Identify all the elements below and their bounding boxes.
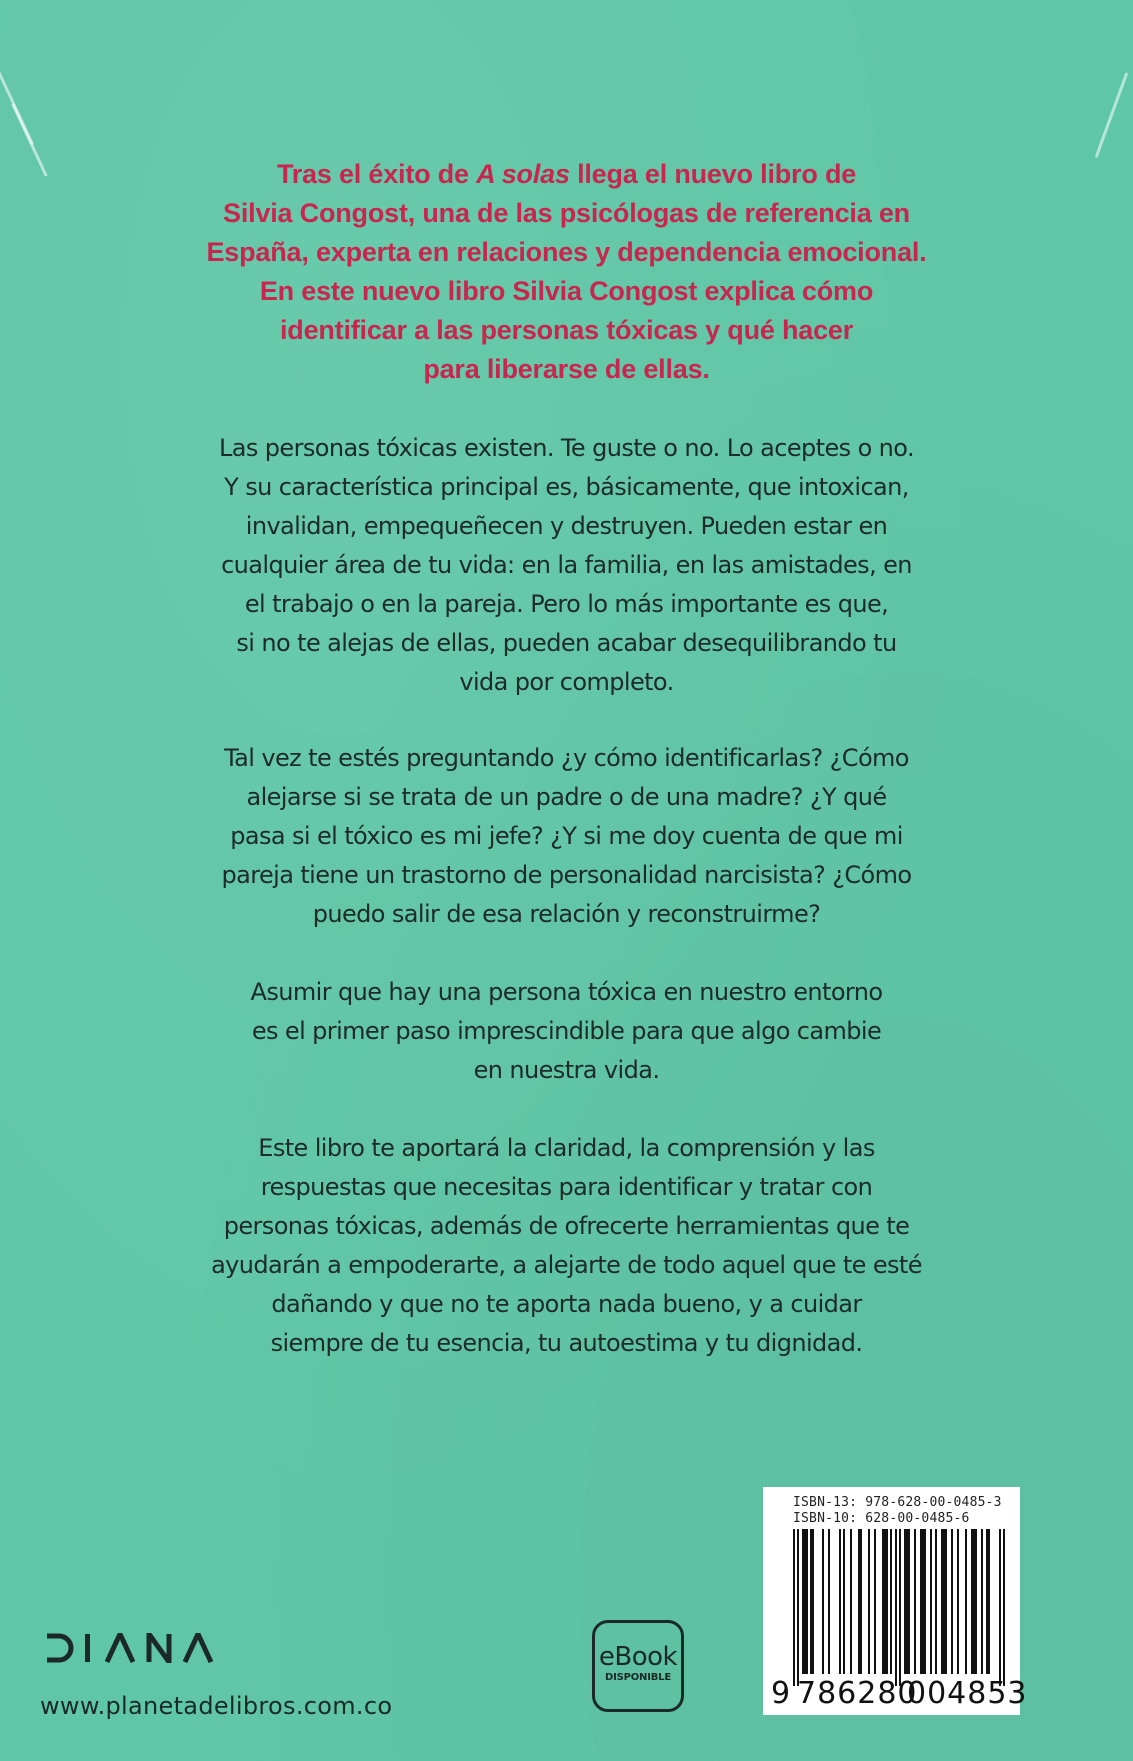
body-line: si no te alejas de ellas, pueden acabar desequilibrando tu — [236, 629, 897, 657]
isbn13-label: ISBN-13: 978-628-00-0485-3 — [793, 1495, 1002, 1510]
book-title-italic: A solas — [476, 159, 570, 189]
blurb-line: En este nuevo libro Silvia Congost explica cómo — [259, 276, 874, 306]
body-line: invalidan, empequeñecen y destruyen. Pueden estar en — [245, 512, 888, 540]
body-line: Tal vez te estés preguntando ¿y cómo identificarlas? ¿Cómo — [224, 744, 909, 772]
body-paragraph-2 — [0, 739, 1133, 934]
shrink-wrap-glare — [0, 45, 34, 146]
diana-publisher-logo — [45, 1633, 215, 1663]
body-line: pasa si el tóxico es mi jefe? ¿Y si me doy cuenta de que mi — [230, 822, 903, 850]
blurb-line: identificar a las personas tóxicas y qué hacer — [279, 315, 854, 345]
blurb-line: para liberarse de ellas. — [423, 354, 710, 384]
body-line: respuestas que necesitas para identificar y tratar con — [260, 1173, 873, 1201]
barcode-bars-icon — [793, 1529, 1009, 1686]
barcode-digit-lead: 9 — [771, 1676, 792, 1711]
ebook-title: eBook — [598, 1642, 678, 1672]
blurb-text: llega el nuevo libro de — [569, 159, 857, 189]
body-line: en nuestra vida. — [473, 1056, 660, 1084]
body-line: alejarse si se trata de un padre o de una madre? ¿Y qué — [246, 783, 887, 811]
body-line: Este libro te aportará la claridad, la comprensión y las — [258, 1134, 875, 1162]
isbn10-label: ISBN-10: 628-00-0485-6 — [793, 1511, 970, 1526]
body-line: Las personas tóxicas existen. Te guste o no. Lo aceptes o no. — [218, 434, 914, 462]
barcode-digits-right: 004853 — [907, 1676, 1028, 1711]
body-paragraph-4 — [0, 1129, 1133, 1363]
body-line: dañando y que no te aporta nada bueno, y a cuidar — [271, 1290, 862, 1318]
body-paragraph-3 — [0, 973, 1133, 1090]
body-line: vida por completo. — [459, 668, 674, 696]
body-line: el trabajo o en la pareja. Pero lo más importante es que, — [244, 590, 889, 618]
shrink-wrap-glare — [1095, 72, 1129, 158]
body-line: pareja tiene un trastorno de personalidad narcisista? ¿Cómo — [221, 861, 912, 889]
blurb-text: Tras el éxito de — [276, 159, 477, 189]
barcode-digits-left: 786280 — [797, 1676, 918, 1711]
body-paragraph-1 — [0, 429, 1133, 702]
barcode-digits — [771, 1677, 1028, 1711]
body-line: puedo salir de esa relación y reconstruirme? — [312, 900, 821, 928]
blurb-line: Silvia Congost, una de las psicólogas de referencia en — [223, 198, 910, 228]
blurb-line — [0, 155, 1133, 194]
body-line: es el primer paso imprescindible para que algo cambie — [251, 1017, 882, 1045]
isbn-barcode — [763, 1487, 1028, 1715]
body-line: siempre de tu esencia, tu autoestima y tu dignidad. — [270, 1329, 863, 1357]
body-line: ayudarán a empoderarte, a alejarte de todo aquel que te esté — [211, 1251, 922, 1279]
body-line: cualquier área de tu vida: en la familia, en las amistades, en — [221, 551, 912, 579]
ebook-subtitle: DISPONIBLE — [605, 1672, 671, 1683]
publisher-website-link[interactable]: www.planetadelibros.com.co — [40, 1692, 393, 1720]
body-line: Asumir que hay una persona tóxica en nuestro entorno — [250, 978, 883, 1006]
ebook-available-badge — [592, 1620, 684, 1712]
blurb-line: España, experta en relaciones y dependencia emocional. — [206, 237, 927, 267]
body-line: personas tóxicas, además de ofrecerte herramientas que te — [223, 1212, 910, 1240]
blurb — [0, 155, 1133, 389]
body-line: Y su característica principal es, básicamente, que intoxican, — [224, 473, 909, 501]
diana-logo-icon — [45, 1633, 215, 1663]
